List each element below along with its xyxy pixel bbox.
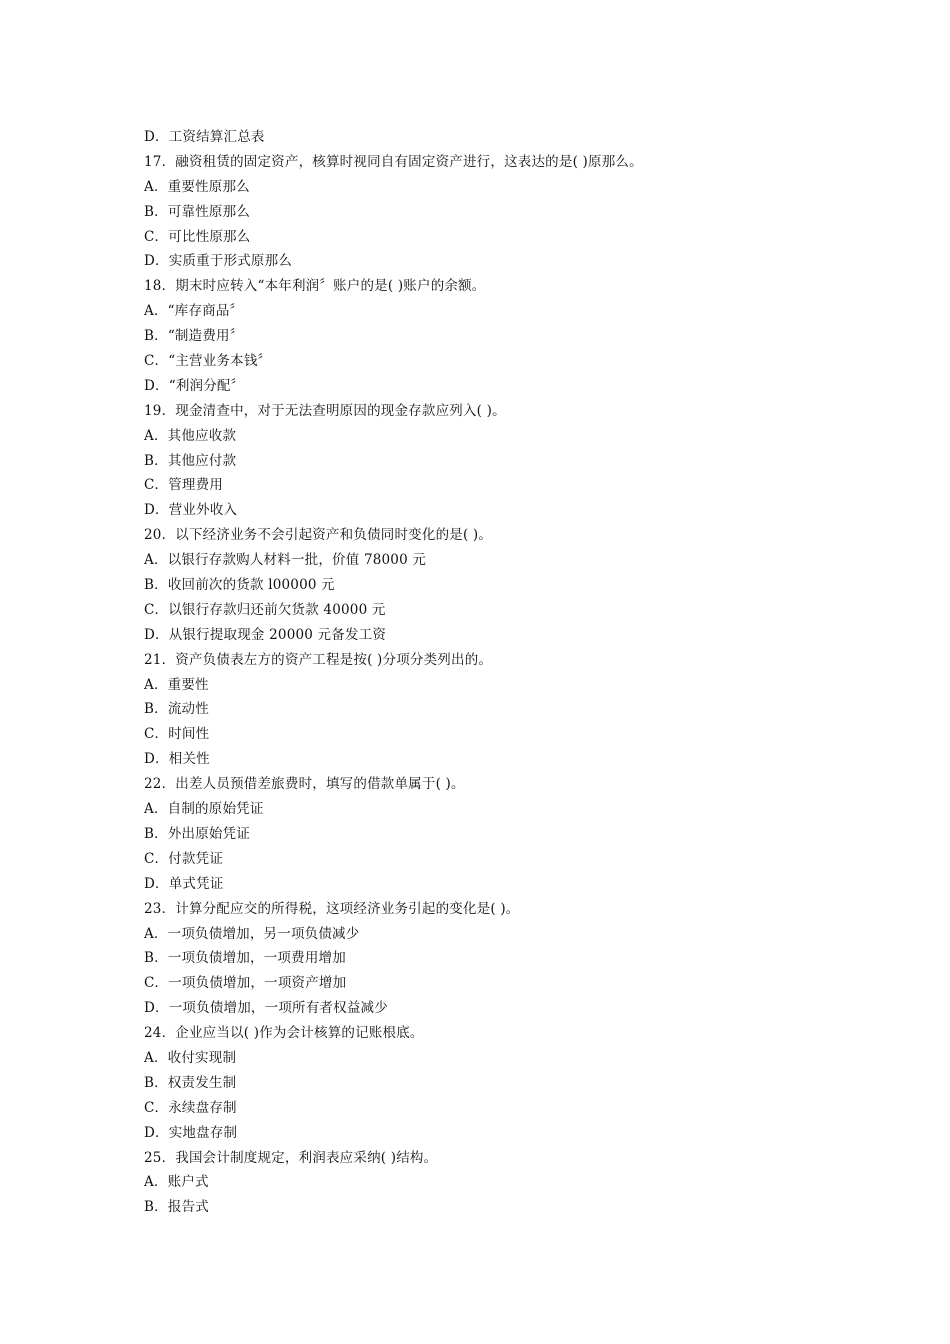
option-line: D．相关性 bbox=[144, 751, 210, 768]
option-line: D．实质重于形式原那么 bbox=[144, 253, 293, 270]
option-line: B．其他应付款 bbox=[144, 452, 237, 469]
option-line: C．时间性 bbox=[144, 726, 210, 743]
question-line: 18．期末时应转入“本年利润〞账户的是( )账户的余额。 bbox=[144, 278, 486, 295]
option-line: D．“利润分配〞 bbox=[144, 377, 245, 394]
option-line: D．一项负债增加，一项所有者权益减少 bbox=[144, 1000, 388, 1017]
question-line: 19．现金清查中，对于无法查明原因的现金存款应列入( )。 bbox=[144, 402, 506, 419]
option-line: D．单式凭证 bbox=[144, 875, 224, 892]
option-line: C．永续盘存制 bbox=[144, 1099, 237, 1116]
option-line: D．营业外收入 bbox=[144, 502, 238, 519]
question-line: 23．计算分配应交的所得税，这项经济业务引起的变化是( )。 bbox=[144, 900, 520, 917]
option-line: B．可靠性原那么 bbox=[144, 203, 251, 220]
option-line: B．权责发生制 bbox=[144, 1074, 237, 1091]
option-line: A．账户式 bbox=[144, 1174, 209, 1191]
question-line: 21．资产负债表左方的资产工程是按( )分项分类列出的。 bbox=[144, 651, 493, 668]
question-line: 22．出差人员预借差旅费时，填写的借款单属于( )。 bbox=[144, 776, 465, 793]
option-line: C．“主营业务本钱〞 bbox=[144, 353, 272, 370]
option-line: A．重要性原那么 bbox=[144, 178, 250, 195]
option-line: B．流动性 bbox=[144, 701, 209, 718]
option-line: C．管理费用 bbox=[144, 477, 224, 494]
option-line: D．从银行提取现金 20000 元备发工资 bbox=[144, 626, 387, 643]
option-line: A．以银行存款购人材料一批，价值 78000 元 bbox=[144, 552, 427, 569]
option-line: C．付款凭证 bbox=[144, 850, 224, 867]
option-line: A．其他应收款 bbox=[144, 427, 237, 444]
option-line: B．报告式 bbox=[144, 1199, 209, 1216]
question-line: 25．我国会计制度规定，利润表应采纳( )结构。 bbox=[144, 1149, 438, 1166]
question-line: 17．融资租赁的固定资产，核算时视同自有固定资产进行，这表达的是( )原那么。 bbox=[144, 153, 643, 170]
option-line: B．外出原始凭证 bbox=[144, 825, 251, 842]
option-line: A．收付实现制 bbox=[144, 1049, 237, 1066]
option-line: A．一项负债增加，另一项负债减少 bbox=[144, 925, 360, 942]
option-line: B．收回前次的货款 l00000 元 bbox=[144, 577, 335, 594]
option-line: B．“制造费用〞 bbox=[144, 328, 244, 345]
option-line: A．“库存商品〞 bbox=[144, 303, 244, 320]
option-line: C．一项负债增加，一项资产增加 bbox=[144, 975, 347, 992]
question-line: 24．企业应当以( )作为会计核算的记账根底。 bbox=[144, 1025, 424, 1042]
document-page bbox=[144, 125, 844, 1220]
option-line: C．可比性原那么 bbox=[144, 228, 251, 245]
option-line: B．一项负债增加，一项费用增加 bbox=[144, 950, 346, 967]
option-line: A．重要性 bbox=[144, 676, 209, 693]
option-line: D．实地盘存制 bbox=[144, 1124, 238, 1141]
option-line: D．工资结算汇总表 bbox=[144, 129, 265, 145]
option-line: A．自制的原始凭证 bbox=[144, 801, 264, 818]
question-line: 20．以下经济业务不会引起资产和负债同时变化的是( )。 bbox=[144, 527, 493, 544]
option-line: C．以银行存款归还前欠货款 40000 元 bbox=[144, 601, 386, 618]
